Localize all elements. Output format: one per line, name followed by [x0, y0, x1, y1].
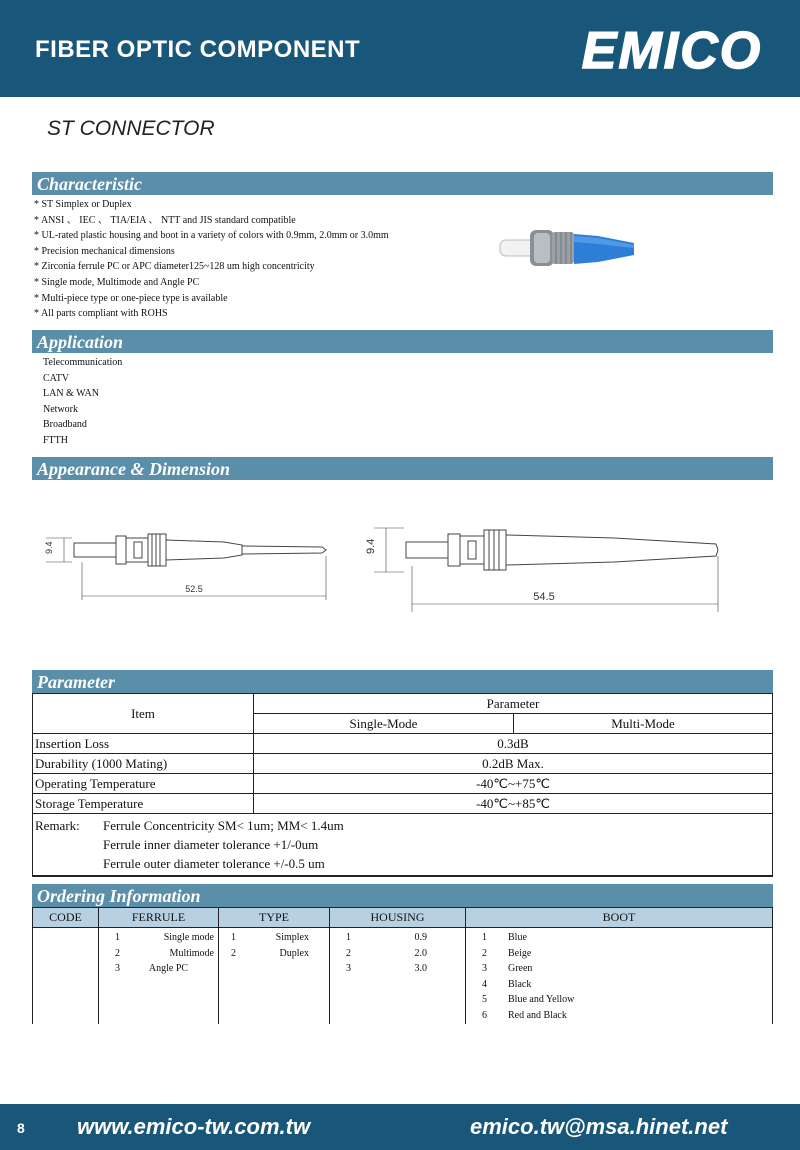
page-footer — [0, 1104, 800, 1150]
st-connector-photo — [498, 218, 638, 278]
remark-line: Ferrule outer diameter tolerance +/-0.5 um — [103, 856, 325, 871]
dimension-drawings — [34, 500, 734, 620]
col-code: CODE — [33, 908, 99, 928]
characteristic-list — [34, 197, 389, 322]
col-type: TYPE — [219, 908, 330, 928]
parameter-heading: Parameter — [32, 670, 773, 693]
application-heading: Application — [32, 330, 773, 353]
length-label-2: 54.5 — [533, 591, 555, 603]
list-item: LAN & WAN — [43, 388, 99, 400]
table-row — [33, 754, 773, 774]
row-value: -40℃~+75℃ — [254, 774, 773, 794]
col-ferrule: FERRULE — [99, 908, 219, 928]
list-item: * ANSI 、 IEC 、 TIA/EIA 、 NTT and JIS standard compatible — [34, 214, 296, 226]
col-housing: HOUSING — [330, 908, 466, 928]
parameter-header: Parameter — [254, 694, 773, 714]
remark-line: Ferrule Concentricity SM< 1um; MM< 1.4um — [103, 818, 344, 833]
row-item: Durability (1000 Mating) — [33, 754, 254, 774]
header-title: FIBER OPTIC COMPONENT — [35, 36, 361, 63]
list-item: * Zirconia ferrule PC or APC diameter125~128 um high concentricity — [34, 261, 315, 273]
page-number: 8 — [17, 1120, 25, 1136]
list-item: FTTH — [43, 434, 68, 446]
item-header: Item — [33, 694, 254, 734]
row-value: 0.2dB Max. — [254, 754, 773, 774]
col-boot: BOOT — [466, 908, 773, 928]
remark-line: Ferrule inner diameter tolerance +1/-0um — [103, 837, 319, 852]
appearance-heading: Appearance & Dimension — [32, 457, 773, 480]
list-item: Network — [43, 403, 78, 415]
ordering-heading: Ordering Information — [32, 884, 773, 907]
list-item: * All parts compliant with ROHS — [34, 308, 168, 320]
row-item: Operating Temperature — [33, 774, 254, 794]
height-label-1: 9.4 — [44, 541, 54, 554]
single-mode-header: Single-Mode — [254, 714, 514, 734]
application-list — [43, 355, 122, 449]
row-item: Insertion Loss — [33, 734, 254, 754]
list-item: Telecommunication — [43, 357, 123, 368]
page-title: ST CONNECTOR — [47, 117, 215, 140]
website-link[interactable]: www.emico-tw.com.tw — [77, 1114, 311, 1139]
housing-cell: 1 0.9 2 2.0 3 3.0 — [330, 928, 466, 1024]
list-item: * Precision mechanical dimensions — [34, 245, 175, 257]
svg-text:EMICO: EMICO — [581, 22, 763, 78]
row-value: -40℃~+85℃ — [254, 794, 773, 814]
ordering-table — [32, 907, 773, 1024]
length-label-1: 52.5 — [185, 584, 203, 594]
table-row — [33, 774, 773, 794]
type-cell: 1 Simplex 2 Duplex — [219, 928, 330, 1024]
remark-row — [33, 814, 773, 877]
list-item: Broadband — [43, 419, 87, 431]
list-item: * Multi-piece type or one-piece type is available — [34, 292, 228, 304]
emico-logo — [566, 22, 778, 78]
ferrule-cell: 1 Single mode 2 Multimode 3 Angle PC — [99, 928, 219, 1024]
height-label-2: 9.4 — [365, 538, 377, 554]
table-row — [33, 794, 773, 814]
boot-cell: 1 Blue 2 Beige 3 Green 4 Black 5 Blue and Yellow 6 Red and Black — [466, 928, 773, 1024]
parameter-table — [32, 693, 773, 877]
row-value: 0.3dB — [254, 734, 773, 754]
list-item: * ST Simplex or Duplex — [34, 199, 132, 210]
page-header — [0, 0, 800, 97]
email-link[interactable]: emico.tw@msa.hinet.net — [470, 1114, 728, 1139]
list-item: * UL-rated plastic housing and boot in a variety of colors with 0.9mm, 2.0mm or 3.0mm — [34, 230, 389, 242]
characteristic-heading: Characteristic — [32, 172, 773, 195]
row-item: Storage Temperature — [33, 794, 254, 814]
list-item: * Single mode, Multimode and Angle PC — [34, 276, 200, 288]
table-row — [33, 734, 773, 754]
list-item: CATV — [43, 372, 70, 384]
multi-mode-header: Multi-Mode — [514, 714, 773, 734]
code-cell — [33, 928, 99, 1024]
remark-label: Remark: — [35, 818, 80, 833]
